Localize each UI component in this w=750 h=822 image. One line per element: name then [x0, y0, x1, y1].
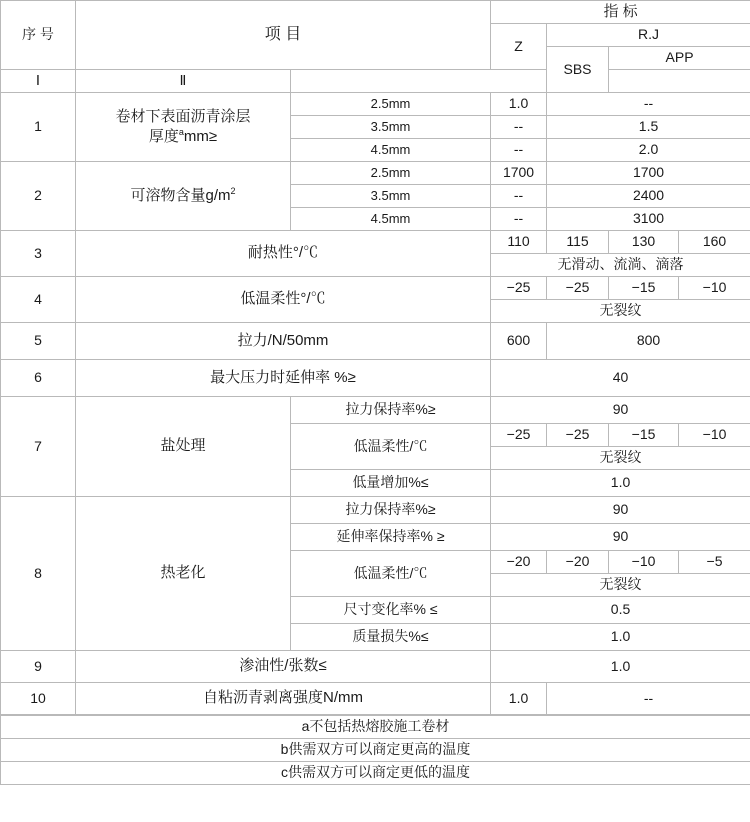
value-z: -- — [491, 116, 547, 139]
row-item-line2: 厚度$^a$mm≥ — [148, 126, 218, 145]
table-row — [1, 651, 750, 683]
value-z: −20 — [491, 551, 547, 574]
sub-label: 低温柔性/℃ — [291, 551, 491, 597]
value-rj: -- — [547, 683, 750, 715]
row-no: 10 — [1, 683, 76, 715]
value-z: −25 — [491, 277, 547, 300]
sub-label: 3.5mm — [291, 116, 491, 139]
value-note: 无裂纹 — [491, 574, 750, 597]
value-all: 90 — [491, 497, 750, 524]
value-sbs: −25 — [547, 277, 609, 300]
footnote-row — [1, 716, 750, 739]
header-item: 项 目 — [76, 1, 491, 70]
row-no: 4 — [1, 277, 76, 323]
value-z: -- — [491, 208, 547, 231]
row-no: 3 — [1, 231, 76, 277]
sub-label: 3.5mm — [291, 185, 491, 208]
header-app-i: Ⅰ — [1, 70, 76, 93]
sub-label: 4.5mm — [291, 208, 491, 231]
sub-label: 2.5mm — [291, 93, 491, 116]
value-app-ii: −10 — [679, 277, 750, 300]
value-z: 1700 — [491, 162, 547, 185]
table-row — [1, 162, 750, 185]
value-rj: 800 — [547, 323, 750, 360]
sub-label: 延伸率保持率% ≥ — [291, 524, 491, 551]
table-row — [1, 323, 750, 360]
value-all: 1.0 — [491, 651, 750, 683]
footnotes-table — [0, 715, 750, 785]
value-sbs: −25 — [547, 424, 609, 447]
row-item: 可溶物含量$g/m^2$ — [76, 162, 291, 231]
sub-label: 2.5mm — [291, 162, 491, 185]
sub-label: 质量损失%≤ — [291, 624, 491, 651]
row-item: 低温柔性°/℃ — [76, 277, 491, 323]
header-app-ii: Ⅱ — [76, 70, 291, 93]
value-z: 1.0 — [491, 93, 547, 116]
header-row-1 — [1, 1, 750, 24]
row-item: 渗油性/张数≤ — [76, 651, 491, 683]
header-row-4 — [1, 70, 750, 93]
value-note: 无裂纹 — [491, 447, 750, 470]
footnote-row — [1, 762, 750, 785]
row-item: 热老化 — [76, 497, 291, 651]
value-z: −25 — [491, 424, 547, 447]
value-note: 无裂纹 — [491, 300, 750, 323]
table-row — [1, 683, 750, 715]
sub-label: 拉力保持率%≥ — [291, 497, 491, 524]
row-no: 5 — [1, 323, 76, 360]
sub-label: 尺寸变化率% ≤ — [291, 597, 491, 624]
value-z: 600 — [491, 323, 547, 360]
value-rj: 1.5 — [547, 116, 750, 139]
value-z: -- — [491, 139, 547, 162]
value-z: 110 — [491, 231, 547, 254]
value-all: 90 — [491, 397, 750, 424]
value-note: 无滑动、流淌、滴落 — [491, 254, 750, 277]
row-item: 最大压力时延伸率 %≥ — [76, 360, 491, 397]
sub-label: 4.5mm — [291, 139, 491, 162]
row-item: 拉力/N/50mm — [76, 323, 491, 360]
value-all: 1.0 — [491, 624, 750, 651]
value-sbs: −20 — [547, 551, 609, 574]
value-app-ii: −5 — [679, 551, 750, 574]
value-all: 1.0 — [491, 470, 750, 497]
row-no: 9 — [1, 651, 76, 683]
value-rj: 2400 — [547, 185, 750, 208]
table-row — [1, 93, 750, 116]
table-row — [1, 397, 750, 424]
footnote-row — [1, 739, 750, 762]
value-app-i: −10 — [609, 551, 679, 574]
sub-label: 低量增加%≤ — [291, 470, 491, 497]
footnote-c: c供需双方可以商定更低的温度 — [1, 762, 750, 785]
header-app: APP — [609, 47, 750, 70]
row-item: 自粘沥青剥离强度N/mm — [76, 683, 491, 715]
value-all: 90 — [491, 524, 750, 551]
value-rj: 2.0 — [547, 139, 750, 162]
value-sbs: 115 — [547, 231, 609, 254]
superscript-2: 2 — [230, 186, 236, 197]
header-seq: 序 号 — [1, 1, 76, 70]
header-index: 指 标 — [491, 1, 750, 24]
table-row — [1, 277, 750, 300]
value-rj: -- — [547, 93, 750, 116]
value-app-ii: 160 — [679, 231, 750, 254]
footnote-b: b供需双方可以商定更高的温度 — [1, 739, 750, 762]
row-item: 耐热性°/℃ — [76, 231, 491, 277]
value-app-i: 130 — [609, 231, 679, 254]
value-all: 0.5 — [491, 597, 750, 624]
sub-label: 低温柔性/℃ — [291, 424, 491, 470]
row-item — [76, 93, 291, 162]
row-item-line1: 卷材下表面沥青涂层 — [115, 107, 251, 125]
table-row — [1, 231, 750, 254]
row-no: 6 — [1, 360, 76, 397]
value-rj: 1700 — [547, 162, 750, 185]
sub-label: 拉力保持率%≥ — [291, 397, 491, 424]
header-z: Z — [491, 24, 547, 70]
row-no: 2 — [1, 162, 76, 231]
row-no: 7 — [1, 397, 76, 497]
value-app-ii: −10 — [679, 424, 750, 447]
table-row — [1, 360, 750, 397]
row-no: 8 — [1, 497, 76, 651]
value-rj: 3100 — [547, 208, 750, 231]
value-all: 40 — [491, 360, 750, 397]
value-app-i: −15 — [609, 277, 679, 300]
header-rj: R.J — [547, 24, 750, 47]
value-z: 1.0 — [491, 683, 547, 715]
footnote-marker: a — [178, 126, 184, 137]
table-row — [1, 497, 750, 524]
header-sbs: SBS — [547, 47, 609, 93]
value-app-i: −15 — [609, 424, 679, 447]
row-no: 1 — [1, 93, 76, 162]
footnote-a: a不包括热熔胶施工卷材 — [1, 716, 750, 739]
value-z: -- — [491, 185, 547, 208]
row-item: 盐处理 — [76, 397, 291, 497]
